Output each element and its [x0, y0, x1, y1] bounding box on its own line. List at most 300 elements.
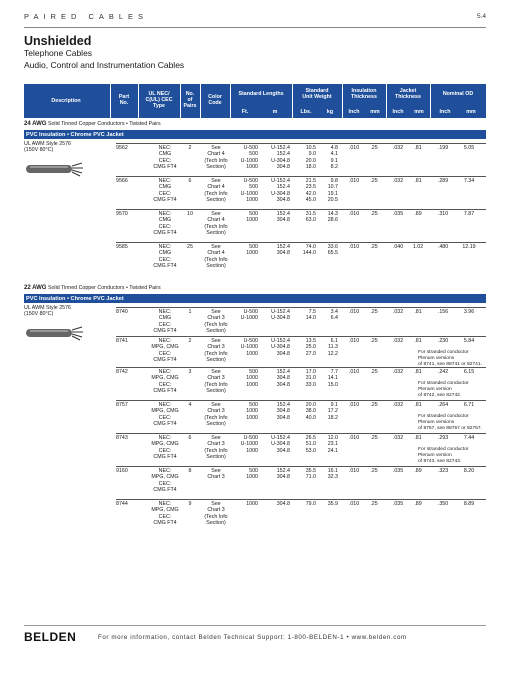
cell-line: 304.8: [276, 217, 290, 224]
cell-line: .010: [348, 435, 360, 441]
awm-style: UL AWM Style 2576: [24, 305, 72, 311]
cell-line: 2: [188, 145, 192, 151]
cell-ins-mm: [364, 435, 384, 441]
sub-lbs: Lbs.: [300, 109, 312, 115]
cell-line: NEC:: [158, 435, 172, 441]
note-line: of 8742, see 82742.: [418, 393, 462, 398]
cell-m: [260, 211, 290, 224]
cell-line: U-152.4: [271, 435, 290, 441]
cell-line: .032: [392, 435, 404, 441]
cell-line: .25: [370, 244, 378, 250]
cell-jk-mm: [408, 435, 428, 441]
row-divider: [116, 336, 486, 337]
sub-ins-mm: mm: [370, 109, 380, 115]
cell-line: Chart 3: [207, 315, 225, 322]
cell-line: U-152.4: [271, 145, 290, 151]
cell-pairs: [182, 435, 198, 441]
cell-line: CMG FT4: [153, 327, 177, 334]
cell-m: [260, 338, 290, 357]
cell-line: CMG FT4: [153, 486, 177, 493]
row-divider: [116, 499, 486, 500]
cell-line: U-1000: [240, 157, 258, 164]
cell-ft: [232, 468, 258, 481]
cell-line: 6: [188, 178, 192, 184]
cell-ft: [232, 435, 258, 454]
cell-lbs: [294, 435, 316, 454]
row-divider: [116, 143, 486, 144]
cell-m: [260, 468, 290, 481]
sub-jk-mm: mm: [414, 109, 424, 115]
cell-line: 13.5: [305, 338, 316, 344]
cell-line: 2: [188, 338, 192, 344]
cell-line: 51.0: [305, 441, 316, 448]
col-part: Part No.: [118, 94, 130, 106]
cell-jk-in: [388, 178, 408, 184]
cell-part: [116, 178, 138, 184]
cell-line: CMG: [158, 217, 172, 224]
col-insulation: Insulation Thickness: [351, 88, 377, 100]
cell-line: 304.8: [276, 163, 290, 170]
cell-line: Chart 4: [207, 250, 225, 257]
group-awg-desc: Solid Tinned Copper Conductors • Twisted Pairs: [47, 285, 161, 291]
awm-rating: (150V 80°C): [24, 311, 54, 318]
cell-jk-in: [388, 435, 408, 441]
cell-line: .040: [392, 244, 404, 250]
group-awg-desc: Solid Tinned Copper Conductors • Twisted Pairs: [47, 121, 161, 127]
cell-line: NEC:: [158, 402, 172, 408]
cell-ins-in: [344, 435, 364, 441]
cell-line: .25: [370, 178, 378, 184]
cell-od-in: [430, 369, 456, 375]
cell-od-mm: [456, 468, 482, 474]
cell-line: 304.8: [276, 447, 290, 454]
cell-od-mm: [456, 402, 482, 408]
cell-ft: [232, 338, 258, 357]
cell-line: 71.0: [305, 474, 316, 481]
cell-line: 15.0: [327, 381, 338, 388]
plenum-note: [418, 350, 486, 368]
cell-line: (Tech Info: [204, 513, 228, 520]
cell-line: CEC:: [158, 414, 172, 421]
cell-line: Section): [206, 327, 226, 334]
cell-ul: [150, 309, 180, 334]
cell-od-in: [430, 402, 456, 408]
cell-line: CMG FT4: [153, 387, 177, 394]
cell-line: CMG: [158, 315, 172, 322]
note-line: of 8743, see 82743.: [418, 459, 462, 464]
cell-od-mm: [456, 145, 482, 151]
cell-line: 27.0: [305, 350, 316, 357]
cell-line: 304.8: [276, 474, 290, 481]
cell-line: U-500: [243, 338, 258, 344]
cell-line: 152.4: [276, 468, 290, 474]
cell-line: .310: [437, 211, 449, 217]
note-line: For stranded conductor Plenum version: [418, 447, 469, 458]
cell-line: .81: [414, 145, 422, 151]
cell-color: [202, 402, 230, 427]
col-ul-type: UL NEC/ C(UL) CEC Type: [145, 91, 173, 109]
cell-lbs: [294, 402, 316, 421]
cell-jk-in: [388, 309, 408, 315]
cell-od-in: [430, 211, 456, 217]
col-nominal-od: Nominal OD: [442, 91, 474, 97]
cell-line: 24.1: [327, 447, 338, 454]
cell-line: U-152.4: [271, 309, 290, 315]
cell-line: CMG: [158, 250, 172, 257]
cell-ins-mm: [364, 244, 384, 250]
cell-od-mm: [456, 435, 482, 441]
cell-m: [260, 369, 290, 388]
cell-line: 7.87: [463, 211, 475, 217]
cell-line: NEC:: [158, 468, 172, 474]
cell-line: .81: [414, 369, 422, 375]
cell-pairs: [182, 178, 198, 184]
cell-line: U-1000: [240, 344, 258, 351]
cell-lbs: [294, 309, 316, 322]
cell-line: 28.6: [327, 217, 338, 224]
cell-ins-in: [344, 501, 364, 507]
cell-od-mm: [456, 211, 482, 217]
plenum-note: [418, 381, 486, 399]
cell-ins-in: [344, 309, 364, 315]
cell-line: NEC:: [158, 145, 172, 151]
cell-color: [202, 211, 230, 236]
cell-line: 12.0: [327, 435, 338, 441]
cell-jk-in: [388, 244, 408, 250]
cell-part: [116, 402, 138, 408]
cell-ul: [150, 468, 180, 493]
cell-line: 1000: [246, 501, 258, 507]
cell-lbs: [294, 369, 316, 388]
cell-line: .032: [392, 309, 404, 315]
cell-line: U-1000: [240, 441, 258, 448]
cell-line: 33.0: [305, 381, 316, 388]
cell-line: See: [211, 369, 221, 375]
belden-logo: BELDEN: [24, 630, 77, 644]
cell-kg: [318, 402, 338, 421]
cell-line: (Tech Info: [204, 321, 228, 328]
cell-color: [202, 435, 230, 460]
cell-line: 5.05: [463, 145, 475, 151]
row-divider: [116, 209, 486, 210]
cell-line: Chart 4: [207, 217, 225, 224]
cell-line: .010: [348, 178, 360, 184]
cell-line: Chart 4: [207, 151, 225, 158]
cell-line: 45.0: [305, 196, 316, 203]
cell-part: [116, 309, 138, 315]
cell-line: NEC:: [158, 369, 172, 375]
cell-line: NEC:: [158, 338, 172, 344]
cell-jk-mm: [408, 338, 428, 344]
cell-color: [202, 309, 230, 334]
cell-m: [260, 145, 290, 170]
cell-line: 1000: [246, 217, 258, 224]
cell-lbs: [294, 178, 316, 203]
cell-line: See: [211, 501, 221, 507]
cell-line: 500: [249, 244, 258, 250]
cell-line: .25: [370, 402, 378, 408]
cell-line: 304.8: [276, 350, 290, 357]
cell-line: CMG FT4: [153, 196, 177, 203]
cell-line: 25.0: [305, 344, 316, 351]
cell-od-mm: [456, 178, 482, 184]
cell-line: .010: [348, 309, 360, 315]
cell-pairs: [182, 369, 198, 375]
cell-line: 1000: [246, 375, 258, 382]
cell-color: [202, 244, 230, 269]
cell-line: 6: [188, 435, 192, 441]
cell-ft: [232, 402, 258, 421]
cell-lbs: [294, 338, 316, 357]
cell-ins-mm: [364, 178, 384, 184]
cell-line: NEC:: [158, 211, 172, 217]
cell-od-mm: [456, 309, 482, 315]
cell-ul: [150, 145, 180, 170]
cell-line: MPG, CMG: [151, 441, 179, 448]
cell-ins-in: [344, 338, 364, 344]
cell-lbs: [294, 501, 316, 507]
cell-line: .323: [437, 468, 449, 474]
sub-jk-inch: Inch: [392, 109, 404, 115]
cell-line: 8.2: [330, 163, 338, 170]
cell-line: 5.84: [463, 338, 475, 344]
cell-ins-in: [344, 369, 364, 375]
cell-line: Section): [206, 356, 226, 363]
cell-line: .25: [370, 211, 378, 217]
cell-line: 6.71: [463, 402, 475, 408]
cell-line: 1.02: [412, 244, 424, 250]
cell-line: CEC:: [158, 321, 172, 328]
cell-line: 500: [249, 468, 258, 474]
cell-ins-mm: [364, 309, 384, 315]
cell-line: 11.3: [328, 344, 338, 351]
cell-line: NEC:: [158, 309, 172, 315]
plenum-note: [418, 447, 486, 465]
cell-line: .289: [437, 178, 449, 184]
cell-line: 53.0: [305, 447, 316, 454]
cell-m: [260, 309, 290, 322]
cell-line: 1000: [246, 196, 258, 203]
cell-line: .010: [348, 211, 360, 217]
cell-line: .032: [392, 402, 404, 408]
cell-line: 9585: [116, 244, 128, 250]
cell-line: 152.4: [276, 369, 290, 375]
cell-line: .035: [392, 211, 404, 217]
cell-line: .242: [437, 369, 449, 375]
cell-line: 152.4: [276, 211, 290, 217]
cell-jk-in: [388, 145, 408, 151]
cell-line: 9.1: [330, 157, 338, 164]
cell-line: 25: [187, 244, 193, 250]
cell-line: .25: [370, 468, 378, 474]
cell-line: 3: [188, 369, 192, 375]
cell-ins-in: [344, 178, 364, 184]
cell-od-in: [430, 338, 456, 344]
cell-ins-mm: [364, 501, 384, 507]
cell-line: .156: [437, 309, 449, 315]
sub-ft: Ft.: [241, 109, 249, 115]
cell-line: .032: [392, 338, 404, 344]
cell-line: 12.19: [462, 244, 476, 250]
cell-ins-in: [344, 211, 364, 217]
cell-pairs: [182, 501, 198, 507]
cell-line: U-304.8: [271, 315, 290, 322]
group-24awg-heading: [24, 121, 161, 127]
sub-m: m: [272, 109, 278, 115]
cell-line: MPG, CMG: [151, 408, 179, 415]
row-divider: [116, 433, 486, 434]
cell-line: 35.5: [305, 468, 316, 474]
cell-od-in: [430, 244, 456, 250]
cell-jk-in: [388, 369, 408, 375]
note-line: For stranded conductor Plenum versions: [418, 350, 469, 361]
cell-ins-mm: [364, 369, 384, 375]
cell-line: 20.0: [305, 402, 316, 408]
cell-od-in: [430, 468, 456, 474]
cell-line: MPG, CMG: [151, 375, 179, 382]
cell-line: U-304.8: [271, 344, 290, 351]
cell-pairs: [182, 145, 198, 151]
cell-line: CEC:: [158, 190, 172, 197]
plenum-note: [418, 414, 486, 432]
cell-line: .010: [348, 402, 360, 408]
cell-pairs: [182, 402, 198, 408]
cell-pairs: [182, 309, 198, 315]
group-24awg-description: [24, 141, 71, 154]
cell-line: CEC:: [158, 256, 172, 263]
cell-line: 144.0: [302, 250, 316, 257]
group-awg: 24 AWG: [24, 121, 47, 127]
cell-line: 35.9: [327, 501, 338, 507]
cell-line: CEC:: [158, 350, 172, 357]
cell-line: 8757: [116, 402, 128, 408]
cell-line: 18.0: [305, 163, 316, 170]
cell-line: U-152.4: [271, 338, 290, 344]
cell-ul: [150, 369, 180, 394]
cell-line: 304.8: [276, 501, 290, 507]
cell-line: Chart 4: [207, 184, 225, 191]
cell-line: 31.0: [305, 375, 316, 382]
group-awg: 22 AWG: [24, 285, 47, 291]
cable-image-22awg: [24, 324, 84, 342]
cell-line: CMG FT4: [153, 420, 177, 427]
cell-line: 304.8: [276, 250, 290, 257]
cell-line: Section): [206, 163, 226, 170]
cell-line: U-304.8: [271, 190, 290, 197]
cell-line: 14.1: [327, 375, 338, 382]
row-divider: [116, 466, 486, 467]
cell-line: 63.0: [305, 217, 316, 224]
cell-line: .25: [370, 369, 378, 375]
cell-line: CMG: [158, 151, 172, 158]
cell-line: 40.0: [305, 414, 316, 421]
cell-part: [116, 338, 138, 344]
cell-line: (Tech Info: [204, 223, 228, 230]
cell-line: (Tech Info: [204, 447, 228, 454]
cell-line: 8.20: [463, 468, 475, 474]
cell-line: Section): [206, 387, 226, 394]
cell-jk-mm: [408, 309, 428, 315]
cell-ft: [232, 244, 258, 257]
cell-line: 19.1: [327, 190, 338, 197]
cell-line: 7.44: [463, 435, 475, 441]
cell-line: 6.1: [330, 338, 338, 344]
cell-line: 8741: [116, 338, 128, 344]
cell-line: Section): [206, 453, 226, 460]
cell-line: CMG FT4: [153, 453, 177, 460]
cell-line: 79.0: [305, 501, 316, 507]
cell-line: CEC:: [158, 513, 172, 520]
cell-line: .035: [392, 468, 404, 474]
cell-line: 1000: [246, 408, 258, 415]
cell-line: 9.1: [330, 402, 338, 408]
cell-line: 1000: [246, 350, 258, 357]
cell-line: .010: [348, 369, 360, 375]
cell-line: 38.0: [305, 408, 316, 415]
cell-line: .81: [414, 402, 422, 408]
cell-lbs: [294, 244, 316, 257]
cell-line: .25: [370, 309, 378, 315]
cell-line: .032: [392, 369, 404, 375]
cell-line: (Tech Info: [204, 190, 228, 197]
cell-line: .81: [414, 338, 422, 344]
cell-jk-mm: [408, 211, 428, 217]
col-standard-lengths: Standard Lengths: [238, 91, 284, 97]
cell-line: CMG FT4: [153, 262, 177, 269]
col-color-code: Color Code: [208, 94, 222, 106]
cell-kg: [318, 309, 338, 322]
cell-line: 23.5: [305, 184, 316, 191]
cell-ul: [150, 338, 180, 363]
cell-line: NEC:: [158, 244, 172, 250]
cell-line: See: [211, 435, 221, 441]
cell-line: See: [211, 338, 221, 344]
cell-line: 500: [249, 211, 258, 217]
awm-style: UL AWM Style 2576: [24, 141, 72, 147]
cell-line: See: [211, 178, 221, 184]
cell-line: 152.4: [276, 402, 290, 408]
cell-ins-in: [344, 468, 364, 474]
cell-m: [260, 435, 290, 454]
cell-od-in: [430, 435, 456, 441]
cable-image-24awg: [24, 160, 84, 178]
cell-line: CMG FT4: [153, 356, 177, 363]
cell-jk-mm: [408, 145, 428, 151]
col-pairs: No. of Pairs: [183, 91, 197, 109]
cell-line: .81: [414, 309, 422, 315]
cell-line: 8742: [116, 369, 128, 375]
cell-ft: [232, 178, 258, 203]
cell-kg: [318, 435, 338, 454]
cell-ul: [150, 402, 180, 427]
cell-jk-mm: [408, 402, 428, 408]
cell-line: .035: [392, 501, 404, 507]
cell-line: 9160: [116, 468, 128, 474]
cell-line: U-500: [243, 435, 258, 441]
sub-ins-inch: Inch: [348, 109, 360, 115]
cell-line: (Tech Info: [204, 157, 228, 164]
cell-line: NEC:: [158, 501, 172, 507]
cell-line: 32.3: [327, 474, 338, 481]
group-22awg-heading: [24, 285, 161, 291]
cell-line: .25: [370, 501, 378, 507]
cell-jk-mm: [408, 369, 428, 375]
cell-line: CEC:: [158, 480, 172, 487]
note-line: of 8757, see 88757 or 82757.: [418, 426, 482, 431]
cell-ins-mm: [364, 468, 384, 474]
cell-line: 3.4: [330, 309, 338, 315]
cell-ins-in: [344, 145, 364, 151]
